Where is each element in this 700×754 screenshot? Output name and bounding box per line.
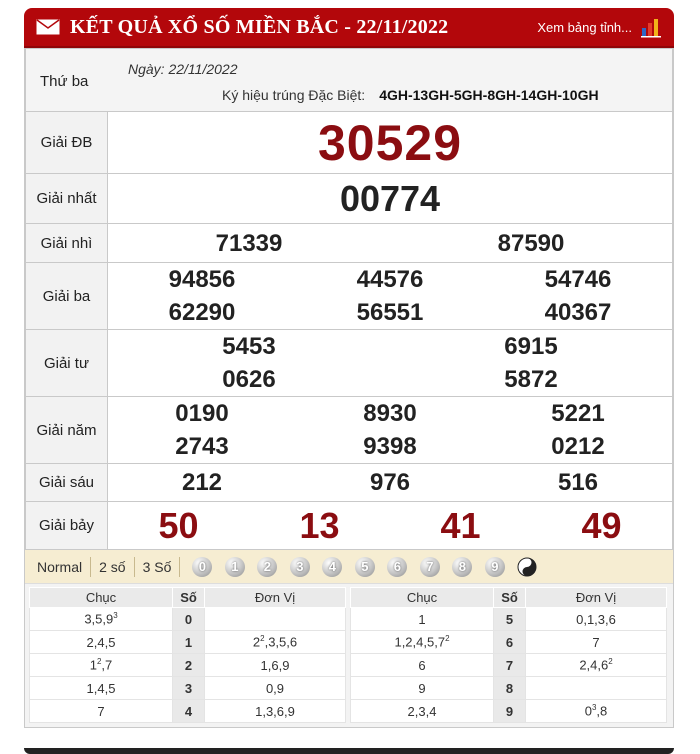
loto-so: 0 (173, 608, 205, 631)
loto-donvi: 1,3,6,9 (205, 700, 346, 723)
prize-label: Giải ba (26, 263, 108, 330)
prize-value: 13 (299, 504, 340, 546)
prize-value: 6915 (504, 333, 558, 360)
loto-so: 6 (494, 631, 526, 654)
col-donvi: Đơn Vị (526, 588, 667, 608)
loto-donvi: 2,4,6$^2$ (526, 654, 667, 677)
filter-3-so[interactable]: 3 Số (135, 557, 181, 577)
loto-row (30, 631, 346, 654)
loto-donvi: 7 (526, 631, 667, 654)
prize-label: Giải sáu (26, 464, 108, 502)
digit-ball-0[interactable]: 0 (192, 557, 212, 577)
special-codes-label: Ký hiệu trúng Đặc Biệt: (222, 87, 366, 103)
filter-normal[interactable]: Normal (29, 557, 91, 577)
lottery-widget (24, 8, 674, 748)
loto-row (30, 608, 346, 631)
loto-row (351, 631, 667, 654)
results-table (25, 48, 673, 550)
loto-row (30, 677, 346, 700)
prize-value: 00774 (108, 174, 673, 224)
prize-value: 49 (581, 504, 622, 546)
loto-chuc: $1^2,7$ (30, 654, 173, 677)
loto-donvi: 1,6,9 (205, 654, 346, 677)
prize-value: 40367 (544, 299, 612, 326)
loto-tables (25, 584, 673, 727)
prize-row-g2 (26, 224, 673, 263)
prize-value: 44576 (356, 266, 424, 293)
draw-date: Ngày: 22/11/2022 (128, 61, 238, 77)
prize-value: 212 (181, 469, 223, 496)
prize-label: Giải tư (26, 330, 108, 397)
digit-ball-7[interactable]: 7 (420, 557, 440, 577)
prize-row-g3 (26, 263, 673, 330)
filter-2-so[interactable]: 2 số (91, 557, 134, 577)
yin-yang-icon[interactable] (517, 557, 537, 577)
special-codes-value: 4GH-13GH-5GH-8GH-14GH-10GH (379, 87, 599, 103)
loto-so: 2 (173, 654, 205, 677)
prize-row-db (26, 112, 673, 174)
prize-label: Giải ĐB (26, 112, 108, 174)
prize-row-g7 (26, 502, 673, 550)
col-chuc: Chục (30, 588, 173, 608)
digit-ball-9[interactable]: 9 (485, 557, 505, 577)
prize-row-g1 (26, 174, 673, 224)
chart-icon[interactable] (640, 16, 662, 38)
prize-label: Giải nhất (26, 174, 108, 224)
digit-ball-2[interactable]: 2 (257, 557, 277, 577)
digit-ball-1[interactable]: 1 (225, 557, 245, 577)
loto-row (30, 654, 346, 677)
loto-chuc: 1 (351, 608, 494, 631)
envelope-icon (36, 19, 60, 35)
prize-value: 976 (369, 469, 411, 496)
loto-chuc: 6 (351, 654, 494, 677)
digit-ball-8[interactable]: 8 (452, 557, 472, 577)
loto-row (30, 700, 346, 723)
loto-so: 5 (494, 608, 526, 631)
results-panel (24, 48, 674, 728)
prize-value: 0212 (551, 433, 605, 460)
prize-value: 71339 (215, 229, 283, 257)
digit-ball-3[interactable]: 3 (290, 557, 310, 577)
prize-value: 62290 (168, 299, 236, 326)
prize-value: 50 (158, 504, 199, 546)
prize-row-g4 (26, 330, 673, 397)
loto-donvi: 0,1,3,6 (526, 608, 667, 631)
digit-ball-5[interactable]: 5 (355, 557, 375, 577)
col-donvi: Đơn Vị (205, 588, 346, 608)
loto-table-right (350, 587, 667, 723)
prize-value: 9398 (363, 433, 417, 460)
prize-value: 87590 (497, 229, 565, 257)
prize-row-g6 (26, 464, 673, 502)
prize-value: 5872 (504, 366, 558, 393)
prize-value: 8930 (363, 400, 417, 427)
col-so: Số (494, 588, 526, 608)
digit-balls (192, 557, 537, 577)
loto-chuc: 7 (30, 700, 173, 723)
prize-label: Giải nhì (26, 224, 108, 263)
loto-chuc: 1,4,5 (30, 677, 173, 700)
prize-label: Giải bảy (26, 502, 108, 550)
loto-so: 3 (173, 677, 205, 700)
loto-chuc: 3,5,9$^3$ (30, 608, 173, 631)
digit-ball-6[interactable]: 6 (387, 557, 407, 577)
prize-label: Giải năm (26, 397, 108, 464)
loto-donvi: $0^3,8$ (526, 700, 667, 723)
loto-donvi: $2^2,3,5,6$ (205, 631, 346, 654)
loto-row (351, 654, 667, 677)
loto-so: 4 (173, 700, 205, 723)
loto-chuc: 9 (351, 677, 494, 700)
special-codes (222, 87, 599, 103)
loto-row (351, 700, 667, 723)
prize-value: 41 (440, 504, 481, 546)
filter-bar (25, 550, 673, 584)
loto-chuc: 2,3,4 (351, 700, 494, 723)
loto-chuc: 2,4,5 (30, 631, 173, 654)
prize-value: 5221 (551, 400, 605, 427)
loto-table-left (29, 587, 346, 723)
bottom-bar (24, 748, 674, 754)
header-bar (24, 8, 674, 48)
prize-value: 5453 (222, 333, 276, 360)
loto-row (351, 608, 667, 631)
prize-value: 54746 (544, 266, 612, 293)
prize-row-g5 (26, 397, 673, 464)
loto-donvi: 0,9 (205, 677, 346, 700)
loto-chuc: 1,2,4,5,7$^2$ (351, 631, 494, 654)
page-title: KẾT QUẢ XỔ SỐ MIỀN BẮC - 22/11/2022 (70, 15, 449, 38)
prize-value: 94856 (168, 266, 236, 293)
prize-value: 0190 (175, 400, 229, 427)
prize-value: 2743 (175, 433, 229, 460)
col-chuc: Chục (351, 588, 494, 608)
prize-value: 56551 (356, 299, 424, 326)
prize-value: 30529 (108, 112, 673, 174)
loto-so: 9 (494, 700, 526, 723)
loto-so: 8 (494, 677, 526, 700)
digit-ball-4[interactable]: 4 (322, 557, 342, 577)
loto-donvi (526, 677, 667, 700)
col-so: Số (173, 588, 205, 608)
loto-so: 1 (173, 631, 205, 654)
loto-so: 7 (494, 654, 526, 677)
prize-value: 0626 (222, 366, 276, 393)
info-row (26, 49, 673, 112)
loto-row (351, 677, 667, 700)
weekday-label: Thứ ba (40, 73, 89, 90)
view-province-link[interactable]: Xem bảng tỉnh... (537, 20, 632, 35)
prize-value: 516 (557, 469, 599, 496)
loto-donvi (205, 608, 346, 631)
